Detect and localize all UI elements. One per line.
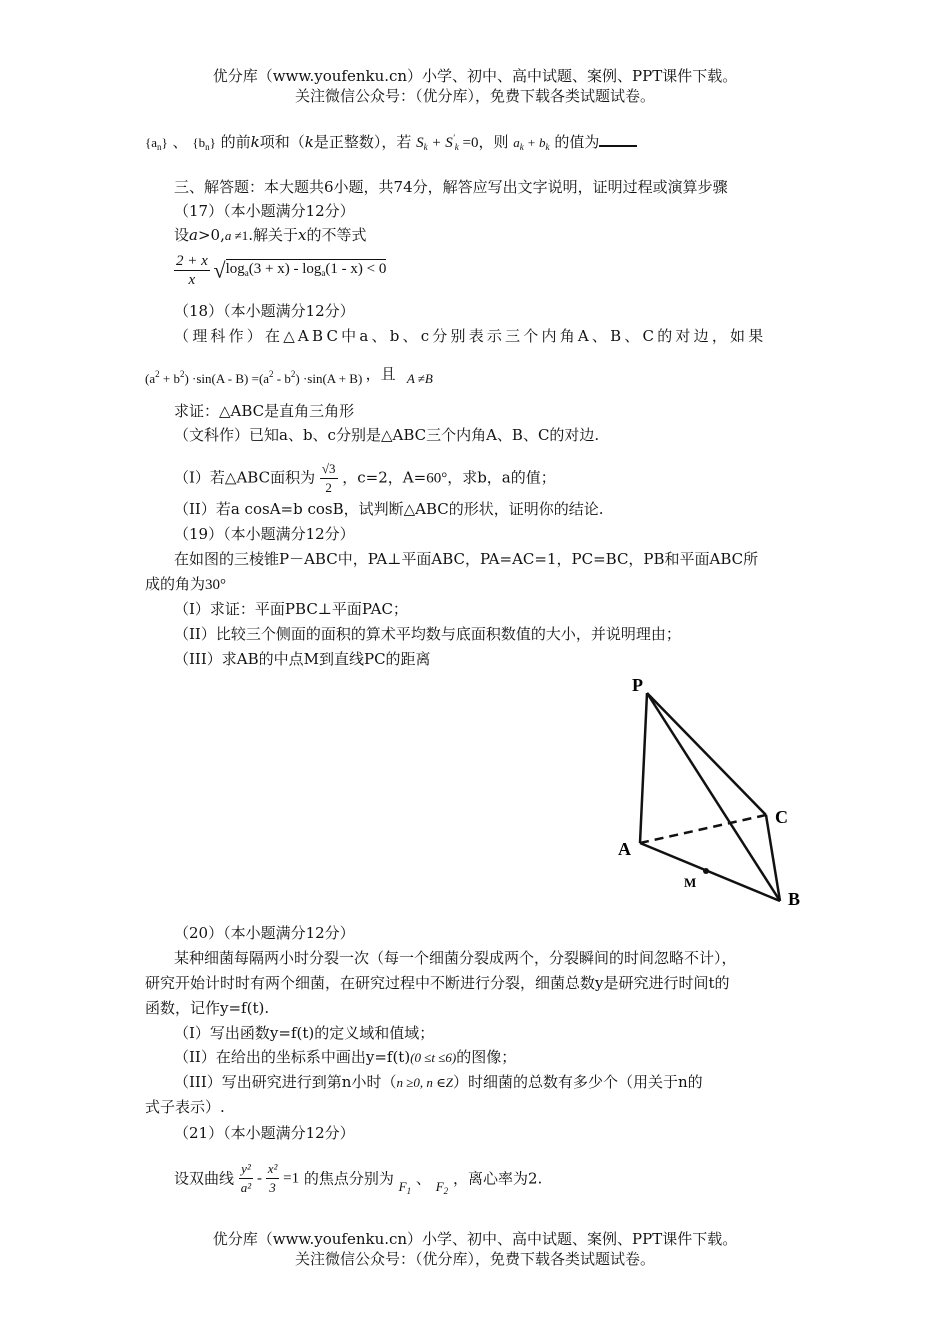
q18-arts-line: （文科作）已知a、b、c分别是△ABC三个内角A、B、C的对边. <box>174 426 600 444</box>
q20-part3: （III）写出研究进行到第n小时（n ≥0, n ∈Z）时细菌的总数有多少个（用关于n的 <box>174 1073 703 1091</box>
q19-part2: （II）比较三个侧面的面积的算术平均数与底面积数值的大小，并说明理由； <box>174 625 681 643</box>
label-C: C <box>775 807 788 827</box>
q21-line: 设双曲线 $\frac{\text{y²}}{\text{a²}}$ - $\frac{\text{x²}}{3}$ =1 的焦点分别为 $F_1$ 、 $F_2$ ，离心率为2. <box>174 1161 543 1196</box>
midpoint-M-dot <box>703 868 709 874</box>
edge-PA <box>640 693 647 843</box>
edge-AC-dashed <box>640 815 766 843</box>
label-P: P <box>632 675 643 695</box>
footer-line-2: 关注微信公众号：（优分库），免费下载各类试题试卷。 <box>294 1250 655 1268</box>
header-line-2: 关注微信公众号：（优分库），免费下载各类试题试卷。 <box>294 87 655 105</box>
q20-title: （20）（本小题满分12分） <box>174 924 355 942</box>
q19-title: （19）（本小题满分12分） <box>174 525 355 543</box>
q16-line: $\{a_n\}$ 、 $\{b_n\}$ 的前k项和（k是正整数），若 $S_k + S'_k =0$，则 $a_k + b_k$ 的值为 <box>145 128 637 157</box>
q20-part3-line2: 式子表示）. <box>145 1098 225 1116</box>
q18-science-line: （理科作）在△ABC中a、b、c分别表示三个内角A、B、C的对边，如果 <box>174 327 767 345</box>
q19-part3: （III）求AB的中点M到直线PC的距离 <box>174 650 431 668</box>
edge-AB <box>640 843 780 901</box>
q20-part1: （I）写出函数y=f(t)的定义域和值域； <box>174 1024 435 1042</box>
q18-part2: （II）若a cosA=b cosB，试判断△ABC的形状，证明你的结论. <box>174 500 604 518</box>
q18-equation: $(a^2 + b^2) \cdot\sin(A - B) =(a^2 - b^2) \cdot\sin(A + B)$ ，且 A ≠B <box>145 365 433 386</box>
q18-prove: 求证：△ABC是直角三角形 <box>174 402 355 420</box>
q19-part1: （I）求证：平面PBC⊥平面PAC； <box>174 600 408 618</box>
q18-part1: （I）若△ABC面积为 $\frac{√3}{2}$ ，c=2，A=60°，求b，a的值； <box>174 461 556 495</box>
header-line-1: 优分库（www.youfenku.cn）小学、初中、高中试题、案例、PPT课件下载。 <box>212 67 738 85</box>
q19-line1: 在如图的三棱锥P－ABC中，PA⊥平面ABC，PA=AC=1，PC=BC，PB和平面ABC所 <box>174 550 759 568</box>
edge-PC <box>647 693 766 815</box>
footer-line-1: 优分库（www.youfenku.cn）小学、初中、高中试题、案例、PPT课件下载。 <box>212 1230 738 1248</box>
q17-inequality: $\frac{2 + x}{x}$ $√\log_a(3 + x) - \log_a(1 - x) < 0$ <box>176 253 387 288</box>
section-3-heading: 三、解答题：本大题共6小题，共74分，解答应写出文字说明，证明过程或演算步骤 <box>174 178 728 196</box>
tetrahedron-figure <box>600 665 820 920</box>
label-B: B <box>788 889 801 909</box>
answer-blank <box>599 131 637 147</box>
q20-line3: 函数，记作y=f(t). <box>145 999 270 1017</box>
edge-PB <box>647 693 780 901</box>
q20-line1: 某种细菌每隔两小时分裂一次（每一个细菌分裂成两个，分裂瞬间的时间忽略不计）， <box>174 949 737 967</box>
q20-line2: 研究开始计时时有两个细菌，在研究过程中不断进行分裂，细菌总数y是研究进行时间t的 <box>145 974 730 992</box>
q20-part2: （II）在给出的坐标系中画出y=f(t)(0 ≤t ≤6)的图像； <box>174 1048 517 1066</box>
q18-title: （18）（本小题满分12分） <box>174 302 355 320</box>
label-M: M <box>684 875 697 890</box>
q19-line2: 成的角为30° <box>145 575 227 593</box>
q17-title: （17）（本小题满分12分） <box>174 202 355 220</box>
label-A: A <box>618 839 631 859</box>
q17-line: 设a>0,a ≠1.解关于x的不等式 <box>174 226 367 244</box>
q21-title: （21）（本小题满分12分） <box>174 1124 355 1142</box>
